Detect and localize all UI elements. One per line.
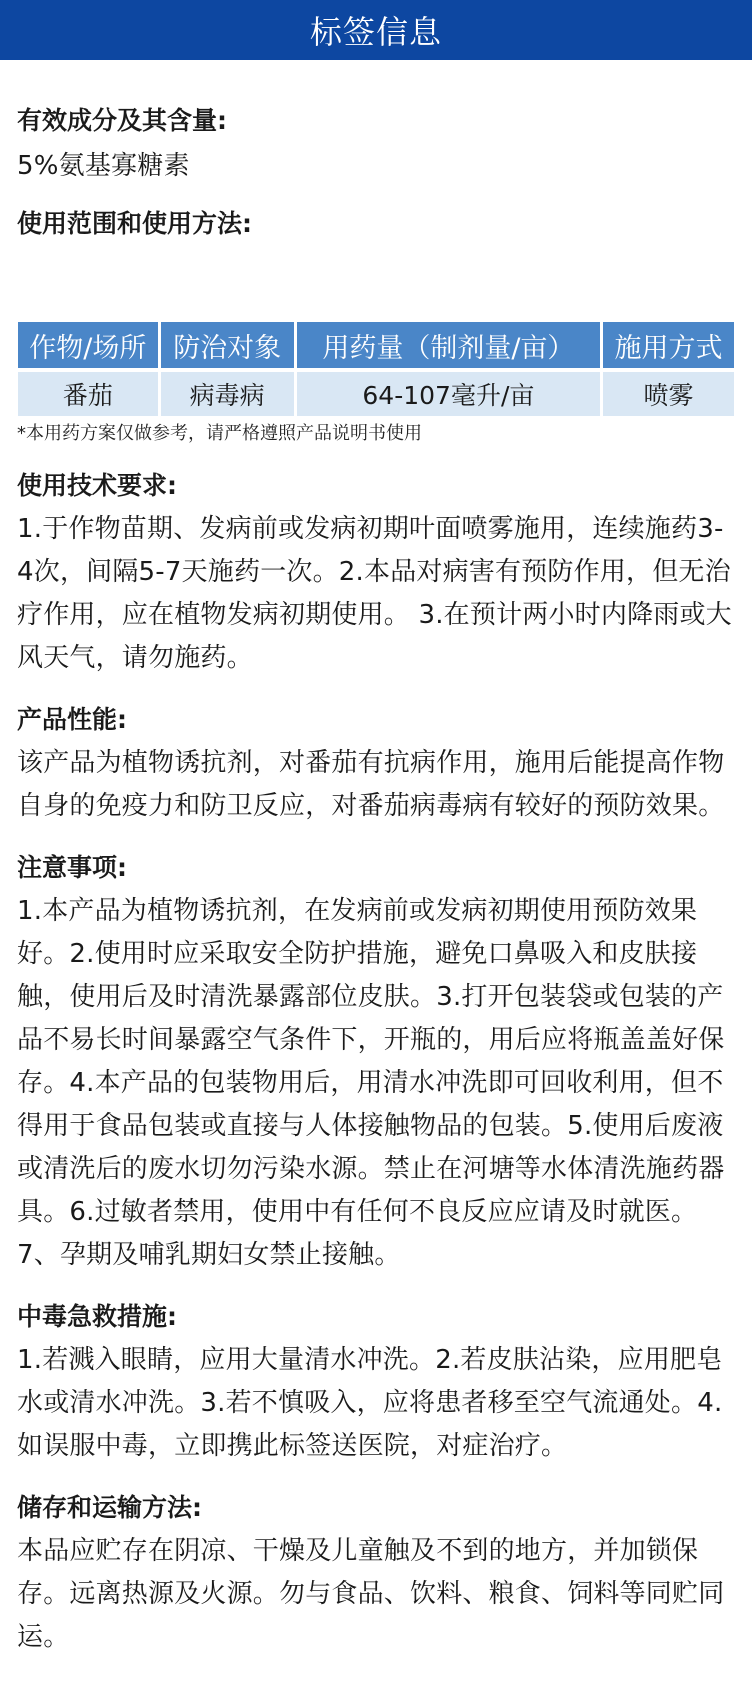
page-title: 标签信息	[309, 13, 442, 51]
storage-text: 本品应贮存在阴凉、干燥及儿童触及不到的地方，并加锁保存。远离热源及火源。勿与食品、饮料、粮食、饲料等同贮同运。	[17, 1536, 725, 1652]
precautions-text: 1.本产品为植物诱抗剂，在发病前或发病初期使用预防效果好。2.使用时应采取安全防护措施，避免口鼻吸入和皮肤接触，使用后及时清洗暴露部位皮肤。3.打开包装袋或包装的产品不易长时间暴露空气条件下，开瓶的，用后应将瓶盖盖好保存。4.本产品的包装物用后，用清水冲洗即可回收利用，但不得用于食品包装或直接与人体接触物品的包装。5.使用后废液或清洗后的废水切勿污染水源。禁止在河塘等水体清洗施药器具。6.过敏者禁用，使用中有任何不良反应应请及时就医。7、孕期及哺乳期妇女禁止接触。	[17, 896, 725, 1270]
cell-crop: 番茄	[18, 372, 158, 416]
performance-section	[17, 702, 734, 828]
firstaid-title: 中毒急救措施:	[17, 1302, 177, 1331]
ingredient-text: 5%氨基寡糖素	[17, 151, 190, 181]
performance-text: 该产品为植物诱抗剂，对番茄有抗病作用，施用后能提高作物自身的免疫力和防卫反应，对番茄病毒病有较好的预防效果。	[17, 748, 725, 821]
firstaid-section	[17, 1299, 734, 1468]
table-row	[18, 372, 734, 416]
col-header-target: 防治对象	[161, 322, 294, 372]
precautions-title: 注意事项:	[17, 853, 127, 882]
usage-note: *本用药方案仅做参考，请严格遵照产品说明书使用	[17, 423, 422, 444]
storage-section	[17, 1490, 734, 1659]
cell-method: 喷雾	[603, 372, 734, 416]
firstaid-text: 1.若溅入眼睛，应用大量清水冲洗。2.若皮肤沾染，应用肥皂水或清水冲洗。3.若不慎吸入，应将患者移至空气流通处。4.如误服中毒，立即携此标签送医院，对症治疗。	[17, 1345, 723, 1461]
ingredient-title: 有效成分及其含量:	[17, 106, 227, 135]
technique-title: 使用技术要求:	[17, 471, 177, 500]
dosage-table	[15, 322, 737, 416]
technique-text: 1.于作物苗期、发病前或发病初期叶面喷雾施用，连续施药3-4次，间隔5-7天施药一次。2.本品对病害有预防作用，但无治疗作用，应在植物发病初期使用。 3.在预计两小时内降雨或大风天气，请勿施药。	[17, 514, 732, 673]
col-header-crop: 作物/场所	[18, 322, 158, 372]
table-header-row	[18, 322, 734, 372]
technique-section	[17, 468, 734, 680]
header-bar	[0, 0, 752, 60]
label-content	[0, 103, 752, 1659]
usage-title: 使用范围和使用方法:	[17, 209, 252, 238]
storage-title: 储存和运输方法:	[17, 1493, 202, 1522]
precautions-section	[17, 850, 734, 1277]
dosage-table-wrap	[17, 322, 734, 416]
cell-dosage: 64-107毫升/亩	[297, 372, 600, 416]
cell-target: 病毒病	[161, 372, 294, 416]
performance-title: 产品性能:	[17, 705, 127, 734]
col-header-dosage: 用药量（制剂量/亩）	[297, 322, 600, 372]
col-header-method: 施用方式	[603, 322, 734, 372]
